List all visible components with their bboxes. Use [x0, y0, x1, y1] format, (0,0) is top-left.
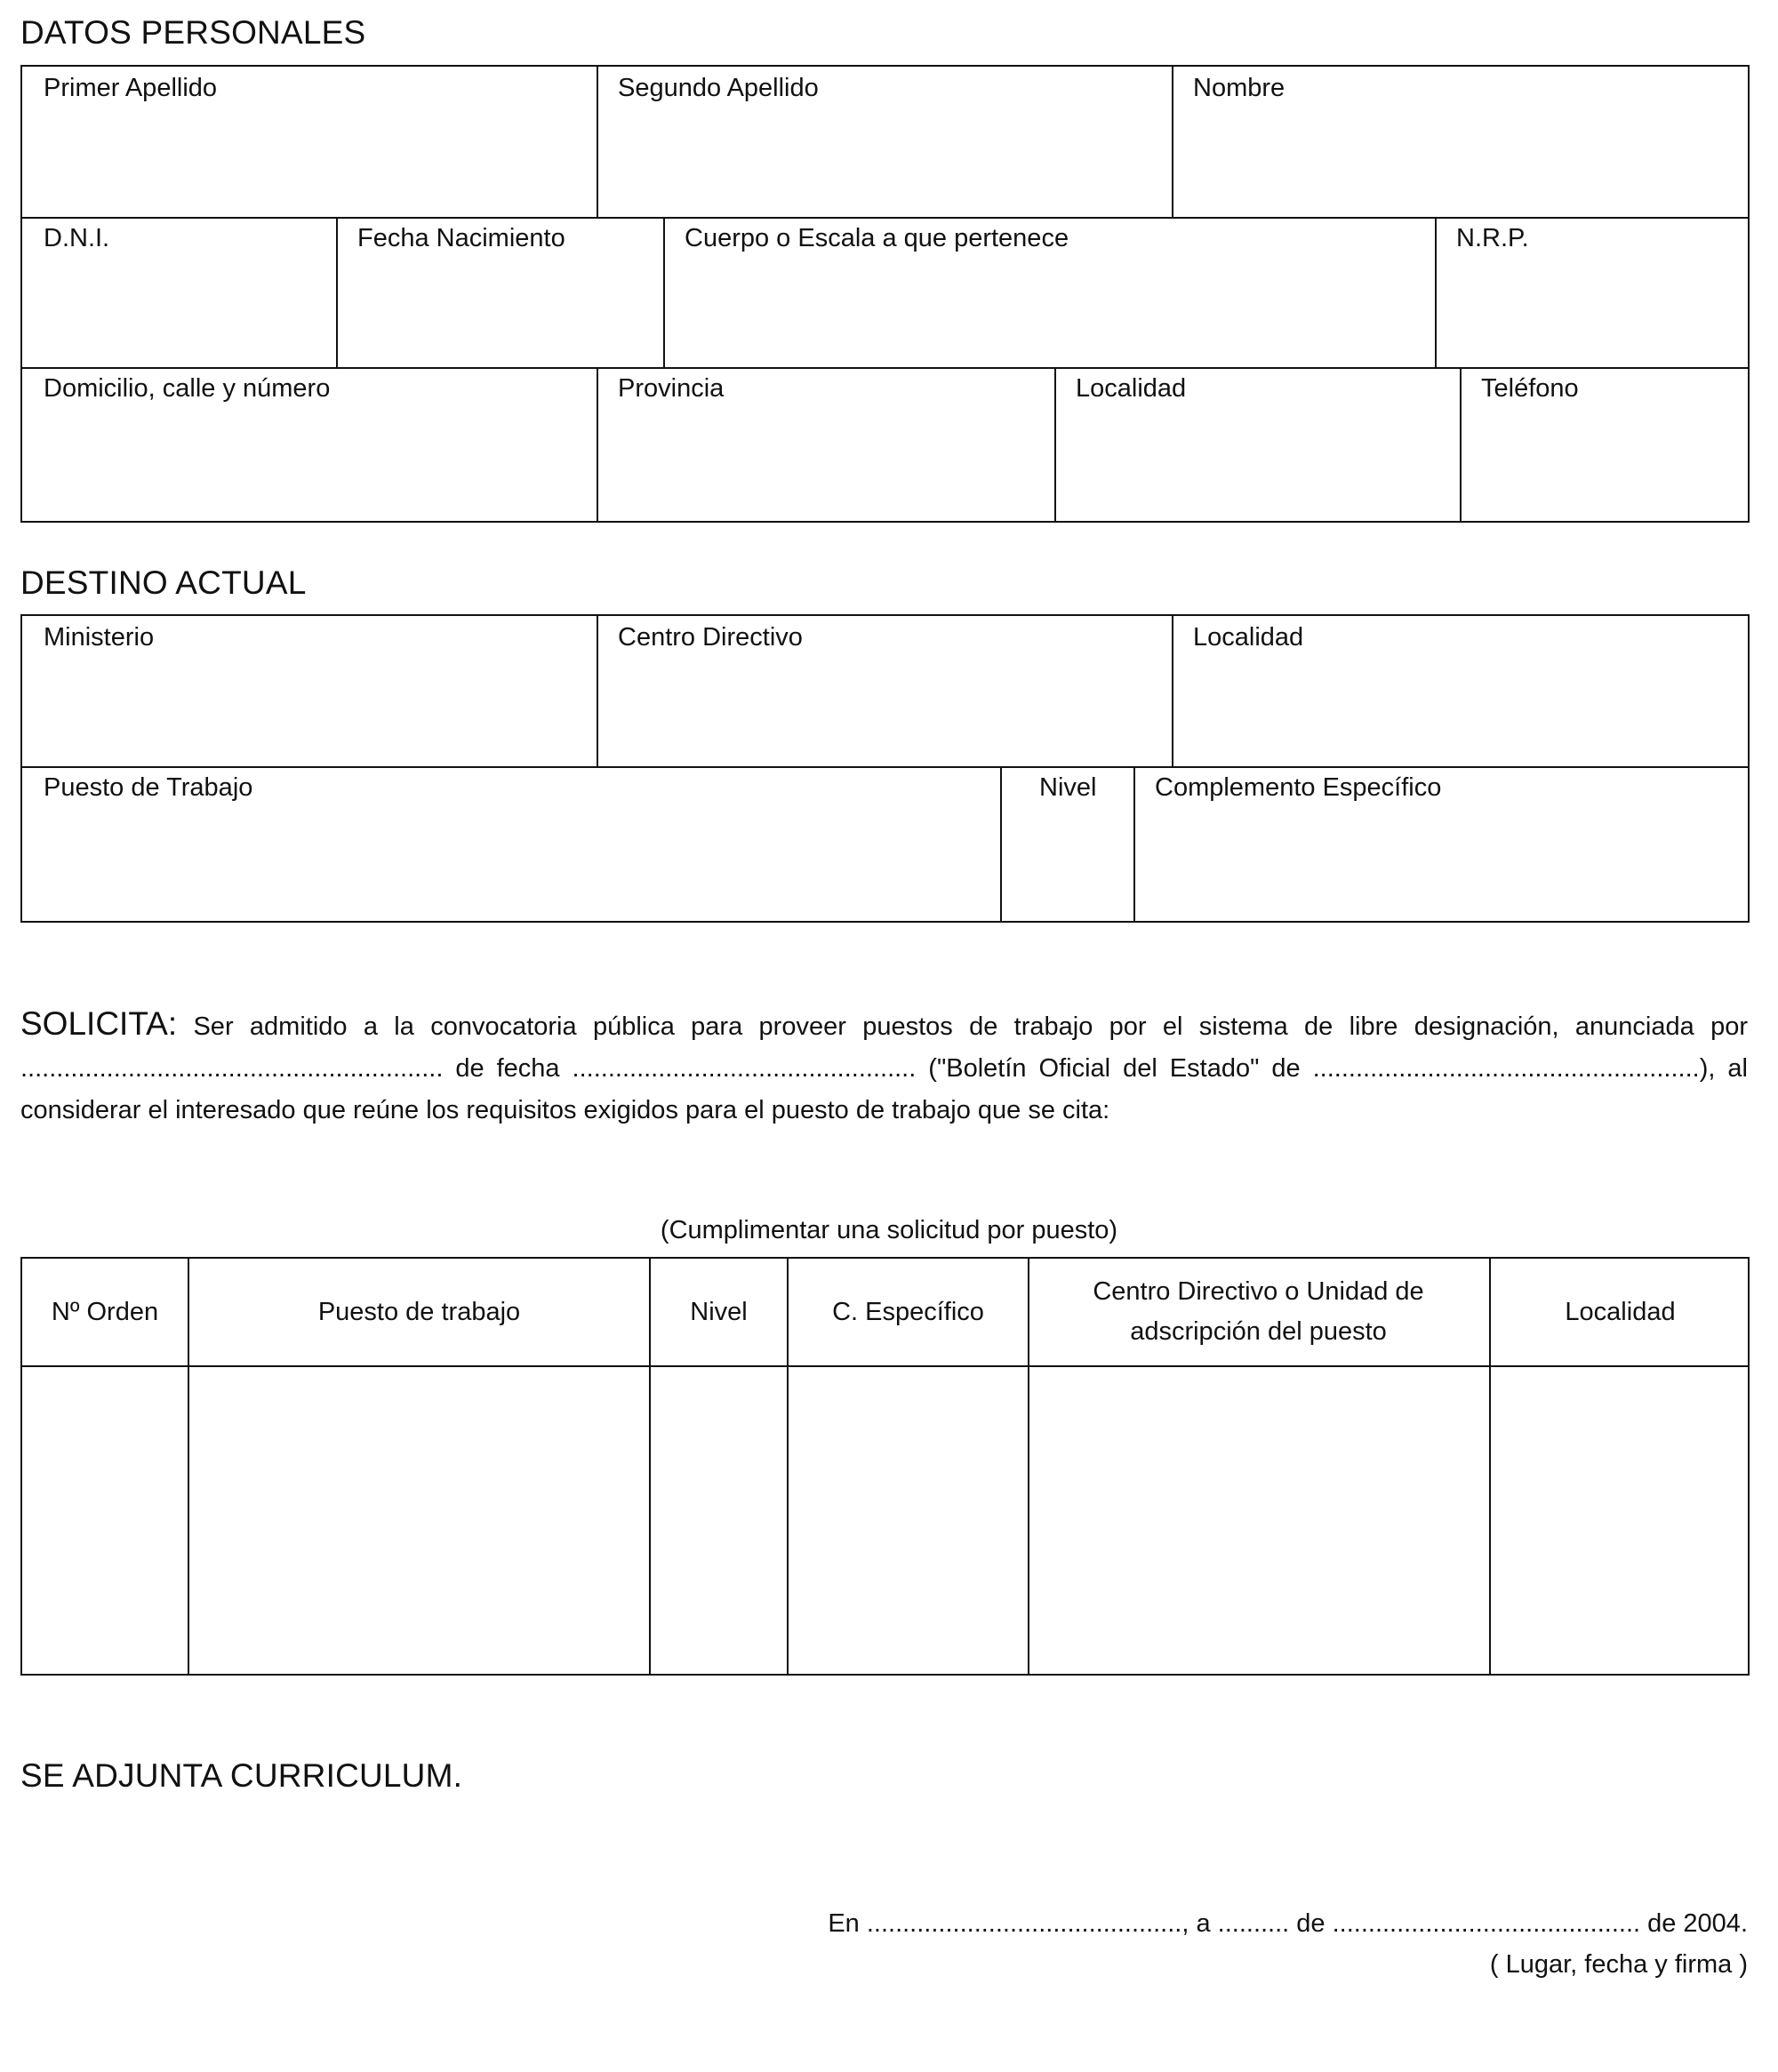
- table-cell-nivel[interactable]: [651, 1367, 787, 1676]
- field-nombre[interactable]: Nombre: [1193, 74, 1285, 102]
- field-localidad-destino[interactable]: Localidad: [1193, 623, 1304, 652]
- signature-caption: ( Lugar, fecha y firma ): [1489, 1950, 1748, 1979]
- table-cell-localidad[interactable]: [1491, 1367, 1750, 1676]
- puestos-table-caption: (Cumplimentar una solicitud por puesto): [660, 1216, 1118, 1244]
- datos-personales-grid: [20, 65, 1750, 523]
- field-segundo-apellido[interactable]: Segundo Apellido: [618, 74, 819, 102]
- section-title-destino-actual: DESTINO ACTUAL: [20, 564, 307, 601]
- field-centro-directivo[interactable]: Centro Directivo: [618, 623, 803, 652]
- field-cuerpo-escala[interactable]: Cuerpo o Escala a que pertenece: [685, 224, 1069, 252]
- field-primer-apellido[interactable]: Primer Apellido: [44, 74, 218, 102]
- solicita-paragraph: [20, 1003, 1748, 1132]
- field-complemento-especifico[interactable]: Complemento Específico: [1155, 773, 1442, 802]
- table-cell-puesto-trabajo[interactable]: [189, 1367, 649, 1676]
- table-header-c-especifico: C. Específico: [832, 1297, 984, 1326]
- table-header-puesto-trabajo: Puesto de trabajo: [317, 1297, 521, 1326]
- section-title-datos-personales: DATOS PERSONALES: [20, 14, 366, 51]
- field-fecha-nacimiento[interactable]: Fecha Nacimiento: [357, 224, 565, 252]
- field-ministerio[interactable]: Ministerio: [44, 623, 155, 652]
- destino-actual-grid: [20, 614, 1750, 923]
- field-domicilio[interactable]: Domicilio, calle y número: [44, 374, 331, 403]
- signature-place-date-line[interactable]: En ............................................, a .......... de ........................................... de 2004.: [828, 1909, 1748, 1938]
- table-header-centro-directivo: Centro Directivo o Unidad de adscripción del puesto: [1093, 1277, 1424, 1346]
- field-localidad-personal[interactable]: Localidad: [1076, 374, 1187, 403]
- field-telefono[interactable]: Teléfono: [1481, 374, 1579, 403]
- solicita-heading: SOLICITA:: [20, 1005, 178, 1042]
- field-nrp[interactable]: N.R.P.: [1456, 224, 1529, 252]
- table-header-localidad: Localidad: [1565, 1297, 1676, 1326]
- field-puesto-trabajo[interactable]: Puesto de Trabajo: [44, 773, 253, 802]
- table-cell-centro-directivo[interactable]: [1029, 1367, 1489, 1676]
- solicita-text: Ser admitido a la convocatoria pública para proveer puestos de trabajo por el sistema de libre designación, anunciada por ........................................................... de fecha ................................................ ("Boletín Oficial del Estado" de ......................................................), al considerar el interesado que reúne los requisitos exigidos para el puesto de trabajo que se cita:: [20, 1012, 1748, 1124]
- table-header-nivel: Nivel: [690, 1297, 748, 1326]
- curriculum-notice: SE ADJUNTA CURRICULUM.: [20, 1757, 463, 1794]
- table-header-numero-orden: Nº Orden: [51, 1297, 159, 1326]
- field-provincia[interactable]: Provincia: [618, 374, 725, 403]
- field-nivel[interactable]: Nivel: [1039, 773, 1097, 802]
- table-cell-c-especifico[interactable]: [789, 1367, 1028, 1676]
- field-dni[interactable]: D.N.I.: [44, 224, 110, 252]
- puestos-table: [20, 1257, 1750, 1676]
- table-cell-numero-orden[interactable]: [22, 1367, 188, 1676]
